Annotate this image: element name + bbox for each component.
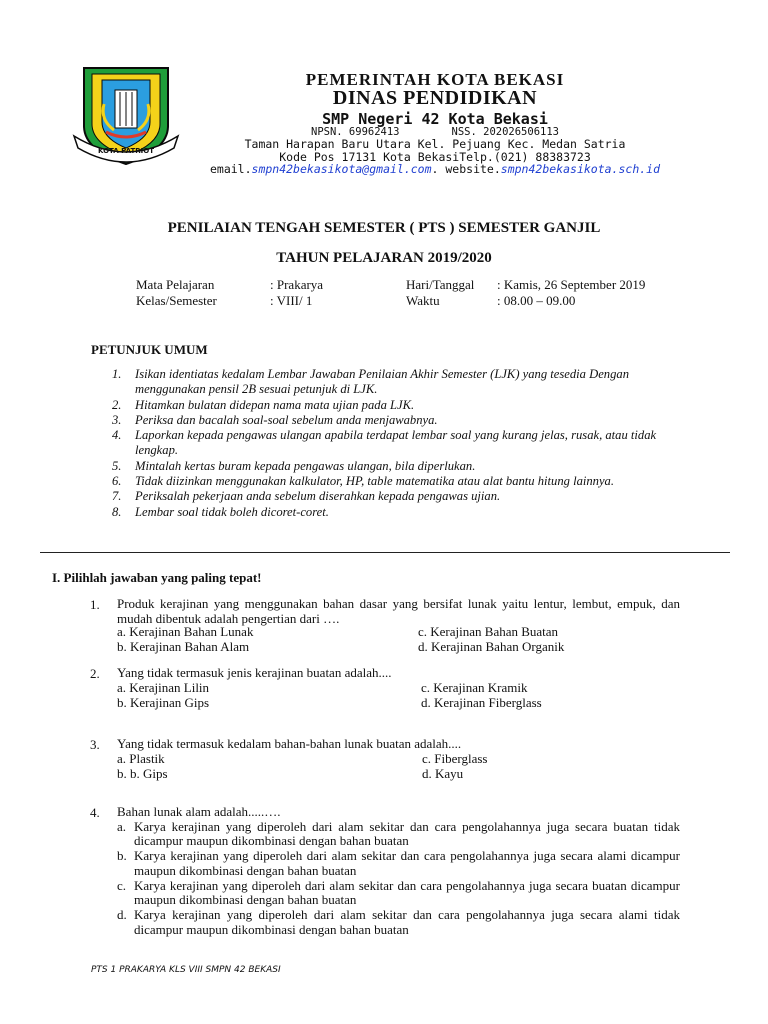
instruction-item: 5. Mintalah kertas buram kepada pengawas ulangan, bila diperlukan. bbox=[112, 458, 476, 473]
time-label: Waktu bbox=[406, 293, 440, 308]
option-a: a. Karya kerajinan yang diperoleh dari alam sekitar dan cara pengolahannya juga secara buatan tidak dicampur maupun dikombinasi dengan bahan buatan bbox=[117, 818, 680, 849]
option-a: a. Plastik bbox=[117, 751, 165, 766]
exam-title: PENILAIAN TENGAH SEMESTER ( PTS ) SEMESTER GANJIL bbox=[167, 220, 601, 236]
instruction-item: 2. Hitamkan bulatan didepan nama mata ujian pada LJK. bbox=[112, 397, 415, 412]
letterhead-school-name: SMP Negeri 42 Kota Bekasi bbox=[322, 110, 548, 128]
option-c: c. Kerajinan Bahan Buatan bbox=[418, 624, 559, 639]
instruction-item: 4. Laporkan kepada pengawas ulangan apabila terdapat lembar soal yang kurang jelas, rusak, atau tidak lengkap. bbox=[112, 428, 657, 458]
question-3 bbox=[90, 737, 680, 783]
option-c: c. Kerajinan Kramik bbox=[421, 680, 528, 695]
question-4 bbox=[90, 805, 680, 938]
question-stem: Yang tidak termasuk jenis kerajinan buatan adalah.... bbox=[117, 665, 392, 680]
letterhead-department: DINAS PENDIDIKAN bbox=[332, 87, 538, 109]
question-number: 3. bbox=[90, 737, 100, 752]
website-link[interactable]: smpn42bekasikota.sch.id bbox=[500, 162, 661, 176]
date-label: Hari/Tanggal bbox=[406, 277, 475, 292]
instruction-item: 8. Lembar soal tidak boleh dicoret-coret. bbox=[112, 504, 329, 519]
question-number: 1. bbox=[90, 597, 100, 612]
section-divider bbox=[40, 552, 730, 553]
section-heading: I. Pilihlah jawaban yang paling tepat! bbox=[52, 570, 262, 585]
option-a: a. Kerajinan Lilin bbox=[117, 680, 210, 695]
email-label: email. bbox=[209, 162, 252, 176]
instruction-item: 6. Tidak diizinkan menggunakan kalkulator, HP, table matematika atau alat bantu hitung lainnya. bbox=[112, 474, 614, 489]
instructions-heading: PETUNJUK UMUM bbox=[91, 342, 208, 357]
letterhead-address-line2: Kode Pos 17131 Kota BekasiTelp.(021) 88383723 bbox=[279, 150, 591, 164]
question-number: 2. bbox=[90, 666, 100, 681]
option-b: b. Kerajinan Bahan Alam bbox=[117, 639, 250, 654]
date-value: : Kamis, 26 September 2019 bbox=[497, 277, 646, 292]
nss-number: NSS. 202026506113 bbox=[451, 126, 559, 138]
website-label: . website. bbox=[431, 162, 501, 176]
question-2 bbox=[90, 666, 680, 712]
subject-value: : Prakarya bbox=[270, 277, 324, 292]
logo-ribbon-text: KOTA PATRIOT bbox=[97, 147, 154, 155]
email-link[interactable]: smpn42bekasikota@gmail.com bbox=[251, 162, 432, 176]
instructions-list bbox=[112, 367, 692, 520]
academic-year: TAHUN PELAJARAN 2019/2020 bbox=[276, 250, 492, 266]
npsn-number: NPSN. 69962413 bbox=[311, 126, 400, 138]
instruction-item: 3. Periksa dan bacalah soal-soal sebelum anda menjawabnya. bbox=[112, 412, 438, 427]
subject-label: Mata Pelajaran bbox=[136, 277, 215, 292]
question-stem: Bahan lunak alam adalah.....…. bbox=[117, 804, 281, 819]
letterhead-contact bbox=[150, 162, 720, 176]
option-b: b. Kerajinan Gips bbox=[117, 695, 210, 710]
instruction-item: 1. Isikan identiatas kedalam Lembar Jawaban Penilaian Akhir Semester (LJK) yang tesedia Dengan menggunakan pensil 2B sesuai petunjuk di LJK. bbox=[112, 367, 629, 397]
option-b: b. b. Gips bbox=[117, 766, 168, 781]
time-value: : 08.00 – 09.00 bbox=[497, 293, 576, 308]
options-list bbox=[117, 820, 680, 938]
letterhead-address-line1: Taman Harapan Baru Utara Kel. Pejuang Kec. Medan Satria bbox=[244, 137, 626, 151]
option-a: a. Kerajinan Bahan Lunak bbox=[117, 624, 254, 639]
instruction-item: 7. Periksalah pekerjaan anda sebelum diserahkan kepada pengawas ujian. bbox=[112, 489, 501, 504]
class-label: Kelas/Semester bbox=[136, 293, 217, 308]
option-d: d. Kerajinan Bahan Organik bbox=[418, 639, 565, 654]
option-c: c. Karya kerajinan yang diperoleh dari alam sekitar dan cara pengolahannya juga secara buatan dicampur maupun dikombinasi dengan bahan buatan bbox=[117, 877, 680, 908]
option-c: c. Fiberglass bbox=[422, 751, 488, 766]
page-footer: PTS 1 PRAKARYA KLS VIII SMPN 42 BEKASI bbox=[91, 965, 281, 975]
letterhead-government: PEMERINTAH KOTA BEKASI bbox=[305, 70, 565, 89]
option-d: d. Kayu bbox=[422, 766, 464, 781]
question-1 bbox=[90, 596, 680, 654]
question-stem: Produk kerajinan yang menggunakan bahan dasar yang bersifat lunak yaitu lentur, lembut, empuk, dan mudah dibentuk adalah pengertian dari …. bbox=[117, 596, 680, 626]
question-number: 4. bbox=[90, 805, 100, 820]
option-d: d. Kerajinan Fiberglass bbox=[421, 695, 542, 710]
option-b: b. Karya kerajinan yang diperoleh dari alam sekitar dan cara pengolahannya juga secara alami dicampur maupun dikombinasi dengan bahan buatan bbox=[117, 848, 680, 878]
question-stem: Yang tidak termasuk kedalam bahan-bahan lunak buatan adalah.... bbox=[117, 736, 462, 751]
option-d: d. Karya kerajinan yang diperoleh dari alam sekitar dan cara pengolahannya juga secara alami tidak dicampur maupun dikombinasi dengan bahan buatan bbox=[117, 907, 680, 938]
class-value: : VIII/ 1 bbox=[270, 293, 313, 308]
